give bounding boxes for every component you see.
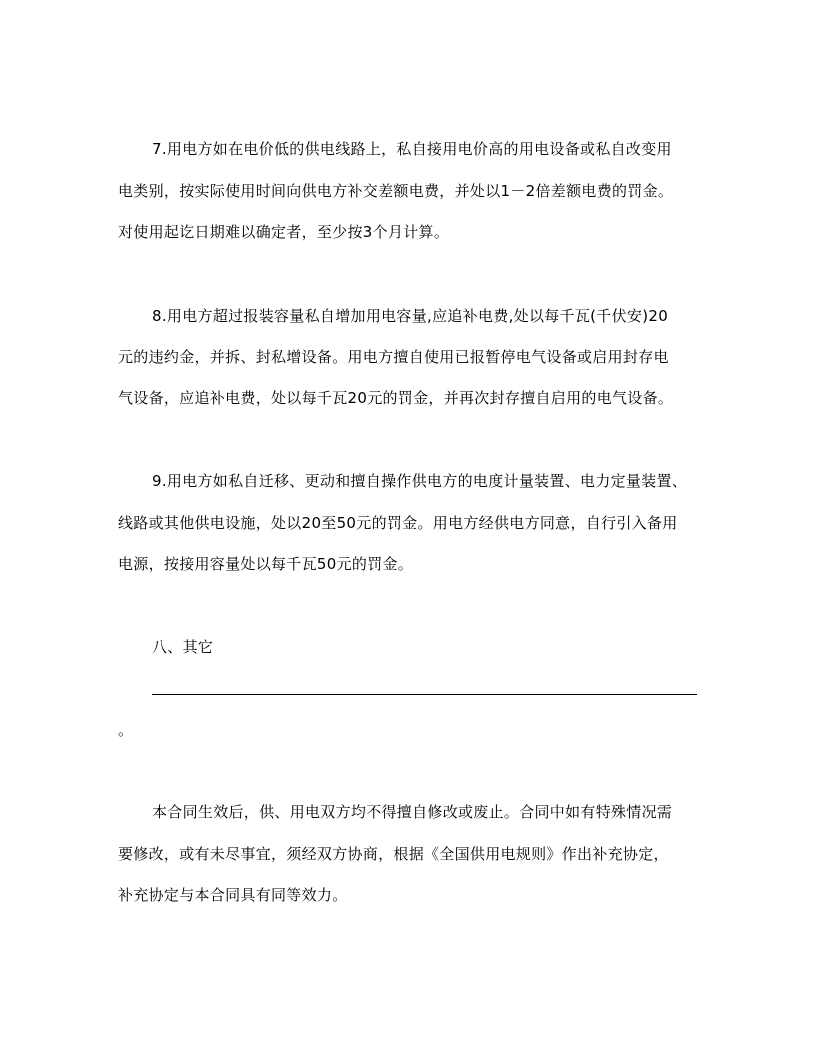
- clause-7-line-1: 7.用电方如在电价低的供电线路上，私自接用电价高的用电设备或私自改变用: [152, 140, 672, 158]
- clause-8-line-3: 气设备，应追补电费，处以每千瓦20元的罚金，并再次封存擅自启用的电气设备。: [118, 389, 674, 407]
- section-8-end-mark: 。: [118, 721, 134, 739]
- section-8-heading: 八、其它: [152, 638, 214, 656]
- blank-fill-line: [152, 694, 697, 695]
- closing-line-1: 本合同生效后，供、用电双方均不得擅自修改或废止。合同中如有特殊情况需: [152, 803, 673, 821]
- clause-9-line-1: 9.用电方如私自迁移、更动和擅自操作供电方的电度计量装置、电力定量装置、: [152, 472, 688, 490]
- closing-line-3: 补充协定与本合同具有同等效力。: [118, 886, 348, 904]
- clause-7-line-3: 对使用起讫日期难以确定者，至少按3个月计算。: [118, 223, 450, 241]
- clause-8-line-2: 元的违约金，并拆、封私增设备。用电方擅自使用已报暂停电气设备或启用封存电: [118, 348, 669, 366]
- closing-line-2: 要修改，或有未尽事宜，须经双方协商，根据《全国供用电规则》作出补充协定，: [118, 845, 669, 863]
- clause-9-line-2: 线路或其他供电设施，处以20至50元的罚金。用电方经供电方同意，自行引入备用: [118, 514, 678, 532]
- clause-7-line-2: 电类别，按实际使用时间向供电方补交差额电费，并处以1－2倍差额电费的罚金。: [118, 182, 674, 200]
- clause-8-line-1: 8.用电方超过报装容量私自增加用电容量,应追补电费,处以每千瓦(千伏安)20: [152, 307, 669, 325]
- clause-9-line-3: 电源，按接用容量处以每千瓦50元的罚金。: [118, 555, 414, 573]
